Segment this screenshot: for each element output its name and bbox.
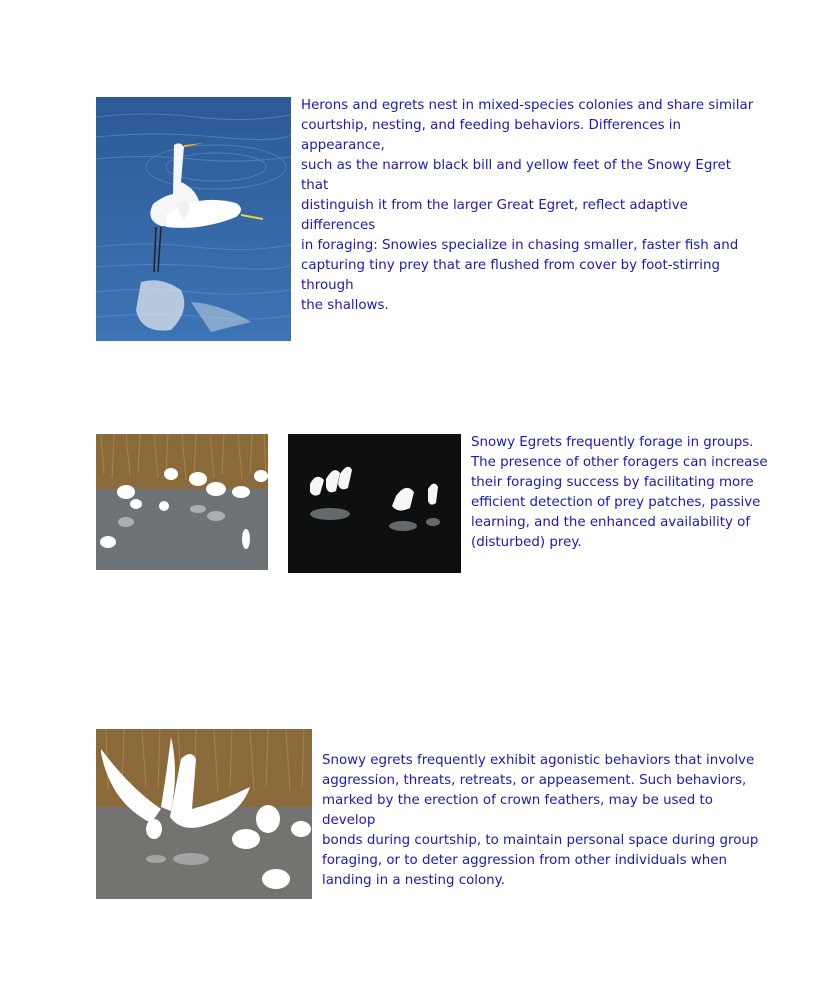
- egret-agonistic-display-photo: [96, 729, 312, 899]
- egret-group-dark-water-photo: [288, 434, 461, 573]
- text-line: Herons and egrets nest in mixed-species colonies and share similar: [301, 98, 754, 113]
- text-line: efficient detection of prey patches, passive: [471, 495, 761, 510]
- text-line: landing in a nesting colony.: [322, 873, 505, 888]
- text-line: capturing tiny prey that are flushed from cover by foot-stirring through: [301, 258, 720, 293]
- text-line: bonds during courtship, to maintain personal space during group: [322, 833, 759, 848]
- text-line: aggression, threats, retreats, or appeasement. Such behaviors,: [322, 773, 747, 788]
- text-line: learning, and the enhanced availability of: [471, 515, 751, 530]
- text-line: the shallows.: [301, 298, 389, 313]
- text-line: (disturbed) prey.: [471, 535, 582, 550]
- text-line: in foraging: Snowies specialize in chasing smaller, faster fish and: [301, 238, 739, 253]
- paragraph-agonistic-behaviors: [322, 751, 762, 891]
- text-line: courtship, nesting, and feeding behaviors. Differences in appearance,: [301, 118, 682, 153]
- egret-group-marsh-photo: [96, 434, 268, 570]
- text-line: Snowy Egrets frequently forage in groups.: [471, 435, 754, 450]
- text-line: distinguish it from the larger Great Egret, reflect adaptive differences: [301, 198, 688, 233]
- paragraph-snowy-vs-great-egret: [301, 96, 761, 316]
- text-line: foraging, or to deter aggression from other individuals when: [322, 853, 727, 868]
- text-line: their foraging success by facilitating more: [471, 475, 754, 490]
- text-line: The presence of other foragers can increase: [471, 455, 768, 470]
- text-line: such as the narrow black bill and yellow feet of the Snowy Egret that: [301, 158, 732, 193]
- text-line: Snowy egrets frequently exhibit agonistic behaviors that involve: [322, 753, 755, 768]
- paragraph-group-foraging: [471, 433, 771, 553]
- text-line: marked by the erection of crown feathers, may be used to develop: [322, 793, 713, 828]
- egret-photo-blue-water: [96, 97, 291, 341]
